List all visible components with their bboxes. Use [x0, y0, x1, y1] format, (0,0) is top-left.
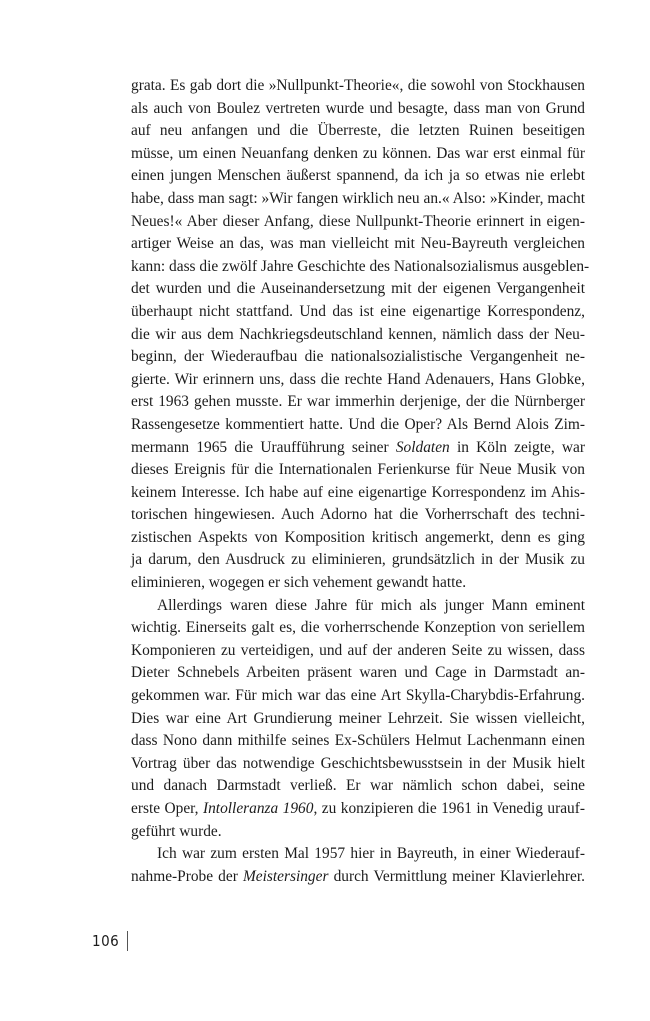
text-line: ja darum, den Ausdruck zu eliminieren, grundsätzlich in der Musik zu [131, 551, 585, 569]
text-line: und danach Darmstadt verließ. Er war nämlich schon dabei, seine [131, 777, 585, 795]
text-line: gierte. Wir erinnern uns, dass die rechte Hand Adenauers, Hans Globke, [131, 370, 585, 388]
text-segment: nahme-Probe der [131, 867, 243, 885]
work-title-meistersinger: Meistersinger [242, 867, 329, 885]
text-line: Komponieren zu verteidigen, und auf der anderen Seite zu wissen, dass [131, 641, 585, 659]
text-line: wichtig. Einerseits galt es, die vorherrschende Konzeption von seriellem [131, 619, 585, 637]
text-segment: in Köln zeigte, war [449, 438, 585, 456]
text-line: erst 1963 gehen musste. Er war immerhin derjenige, der die Nürnberger [131, 393, 585, 411]
text-line: Dies war eine Art Grundierung meiner Lehrzeit. Sie wissen vielleicht, [131, 709, 585, 727]
text-line: müsse, um einen Neuanfang denken zu können. Das war erst einmal für [131, 144, 585, 162]
page-number: 106 [92, 932, 120, 950]
text-line: geführt wurde. [131, 822, 222, 840]
text-line: keinem Interesse. Ich habe auf eine eigenartige Korrespondenz im Ahis- [131, 483, 585, 501]
text-line: Dieter Schnebels Arbeiten präsent waren und Cage in Darmstadt an- [131, 664, 585, 682]
text-line: Rassengesetze kommentiert hatte. Und die Oper? Als Bernd Alois Zim- [131, 415, 585, 433]
text-line: artiger Weise an das, was man vielleicht mit Neu-Bayreuth vergleichen [131, 235, 585, 253]
work-title-soldaten: Soldaten [395, 438, 450, 456]
text-line: überhaupt nicht stattfand. Und das ist eine eigenartige Korrespondenz, [131, 302, 585, 320]
page-number-divider [127, 931, 128, 951]
text-line: Allerdings waren diese Jahre für mich als junger Mann eminent [157, 596, 585, 614]
text-line: eliminieren, wogegen er sich vehement gewandt hatte. [131, 574, 467, 592]
work-title-intolleranza: Intolleranza 1960 [202, 800, 314, 817]
page-footer [92, 931, 128, 951]
text-segment: erste Oper, [131, 800, 203, 817]
text-line: die wir aus dem Nachkriegsdeutschland kennen, nämlich dass der Neu- [131, 325, 585, 343]
text-line: Neues!« Aber dieser Anfang, diese Nullpunkt-Theorie erinnert in eigen- [131, 212, 585, 230]
text-line: einen jungen Menschen äußerst spannend, da ich ja so etwas nie erlebt [131, 167, 585, 185]
text-line: Ich war zum ersten Mal 1957 hier in Bayreuth, in einer Wiederauf- [157, 845, 585, 863]
text-line: zistischen Aspekts von Komposition kritisch angemerkt, denn es ging [131, 528, 585, 546]
text-segment: mermann 1965 die Uraufführung seiner [131, 438, 396, 456]
text-line: als auch von Boulez vertreten wurde und besagte, dass man von Grund [131, 99, 585, 117]
text-line [131, 798, 585, 821]
body-text [131, 75, 590, 888]
text-line [131, 437, 585, 460]
text-segment: durch Vermittlung meiner Klavierlehrer. [328, 867, 585, 885]
text-line: grata. Es gab dort die »Nullpunkt-Theorie«, die sowohl von Stockhausen [131, 77, 585, 94]
text-line: dieses Ereignis für die Internationalen Ferienkurse für Neue Musik von [131, 461, 585, 479]
text-line: Vortrag über das notwendige Geschichtsbewusstsein in der Musik hielt [131, 754, 585, 772]
text-line: beginn, der Wiederaufbau die nationalsozialistische Vergangenheit ne- [131, 348, 585, 366]
text-line: auf neu anfangen und die Überreste, die letzten Ruinen beseitigen [131, 122, 585, 140]
text-line: gekommen war. Für mich war das eine Art Skylla-Charybdis-Erfahrung. [131, 687, 585, 705]
text-line: torischen hingewiesen. Auch Adorno hat die Vorherrschaft des techni- [131, 506, 585, 524]
text-line: det wurden und die Auseinandersetzung mit der eigenen Vergangenheit [131, 280, 585, 298]
text-line [131, 866, 585, 889]
text-segment: , zu konzipieren die 1961 in Venedig urauf- [313, 800, 585, 817]
text-line: dass Nono dann mithilfe seines Ex-Schülers Helmut Lachenmann einen [131, 732, 585, 750]
text-line: kann: dass die zwölf Jahre Geschichte des Nationalsozialismus ausgeblen- [131, 257, 590, 275]
text-line: habe, dass man sagt: »Wir fangen wirklich neu an.« Also: »Kinder, macht [131, 189, 585, 207]
